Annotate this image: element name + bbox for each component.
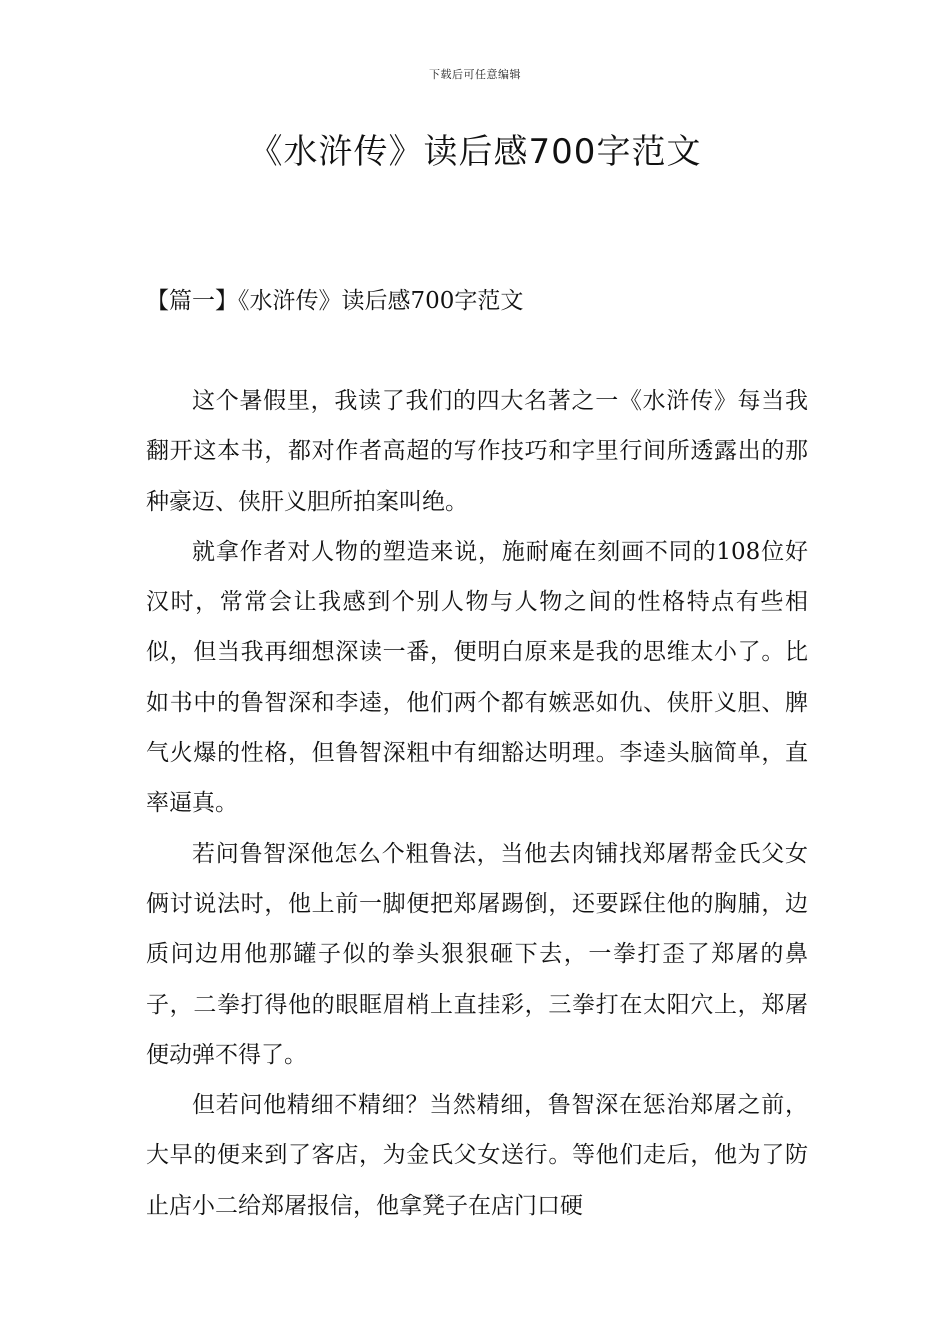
paragraph: 就拿作者对人物的塑造来说，施耐庵在刻画不同的108位好汉时，常常会让我感到个别人物与人物之间的性格特点有些相似，但当我再细想深读一番，便明白原来是我的思维太小了。比如书中的鲁智深和李逵，他们两个都有嫉恶如仇、侠肝义胆、脾气火爆的性格，但鲁智深粗中有细豁达明理。李逵头脑简单，直率逼真。 — [146, 538, 808, 817]
section-heading: 【篇一】《水浒传》读后感700字范文 — [146, 288, 524, 314]
header-note: 下载后可任意编辑 — [429, 68, 521, 81]
document-title: 《水浒传》读后感700字范文 — [248, 132, 702, 172]
paragraph: 这个暑假里，我读了我们的四大名著之一《水浒传》每当我翻开这本书，都对作者高超的写作技巧和字里行间所透露出的那种豪迈、侠肝义胆所拍案叫绝。 — [146, 388, 808, 515]
body-text — [146, 376, 808, 1231]
paragraph: 若问鲁智深他怎么个粗鲁法，当他去肉铺找郑屠帮金氏父女俩讨说法时，他上前一脚便把郑屠踢倒，还要踩住他的胸脯，边质问边用他那罐子似的拳头狠狠砸下去，一拳打歪了郑屠的鼻子，二拳打得他的眼眶眉梢上直挂彩，三拳打在太阳穴上，郑屠便动弹不得了。 — [146, 840, 808, 1068]
paragraph: 但若问他精细不精细？当然精细，鲁智深在惩治郑屠之前，大早的便来到了客店，为金氏父女送行。等他们走后，他为了防止店小二给郑屠报信，他拿凳子在店门口硬 — [146, 1092, 808, 1219]
